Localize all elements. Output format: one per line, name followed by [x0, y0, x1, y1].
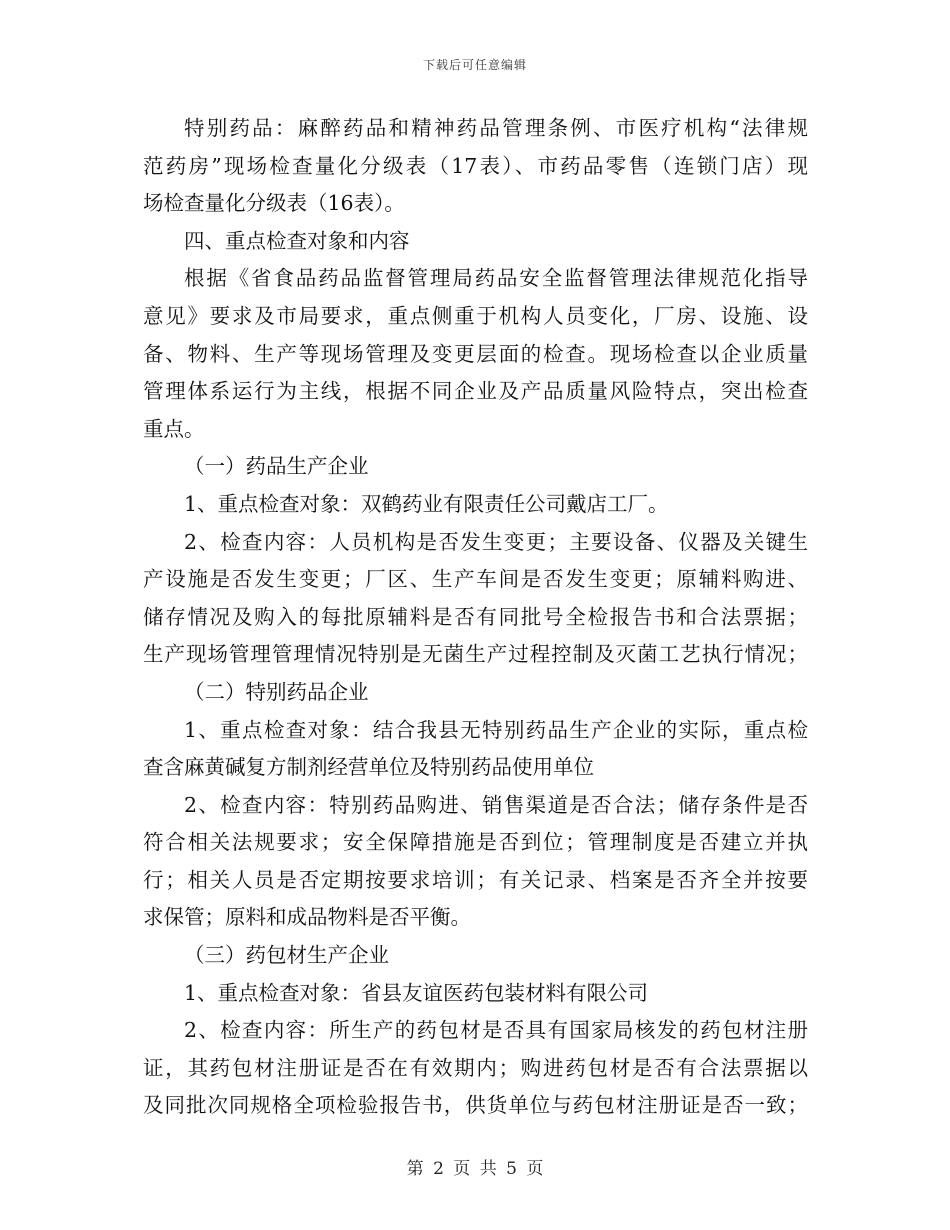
paragraph-line: 1、重点检查对象：省县友谊医药包装材料有限公司: [184, 980, 649, 1005]
paragraph-line: 及同批次同规格全项检验报告书，供货单位与药包材注册证是否一致；: [143, 1093, 808, 1118]
paragraph-line: 查含麻黄碱复方制剂经营单位及特别药品使用单位: [143, 755, 594, 780]
paragraph-line: 储存情况及购入的每批原辅料是否有同批号全检报告书和合法票据；: [143, 604, 808, 629]
header-note: 下载后可任意编辑: [422, 58, 527, 72]
paragraph-line: 场检查量化分级表（16表）。: [143, 191, 405, 216]
paragraph-line: 2、检查内容：特别药品购进、销售渠道是否合法；储存条件是否: [184, 792, 808, 817]
paragraph-line: 根据《省食品药品监督管理局药品安全监督管理法律规范化指导: [184, 266, 808, 291]
paragraph-line: 产设施是否发生变更；厂区、生产车间是否发生变更；原辅料购进、: [143, 567, 808, 592]
paragraph-line: 1、重点检查对象：双鹤药业有限责任公司戴店工厂。: [184, 491, 669, 516]
paragraph-line: 意见》要求及市局要求，重点侧重于机构人员变化，厂房、设施、设: [143, 303, 808, 328]
page-number: 第 2 页 共 5 页: [406, 1159, 544, 1179]
subsection-heading: （三）药包材生产企业: [184, 943, 389, 968]
document-body: [143, 110, 808, 1125]
paragraph-line: 重点。: [143, 416, 205, 441]
paragraph-line: 2、检查内容：人员机构是否发生变更；主要设备、仪器及关键生: [184, 529, 808, 554]
paragraph-line: 行；相关人员是否定期按要求培训；有关记录、档案是否齐全并按要: [143, 867, 808, 892]
paragraph-line: 证，其药包材注册证是否在有效期内；购进药包材是否有合法票据以: [143, 1055, 808, 1080]
paragraph-line: 2、检查内容：所生产的药包材是否具有国家局核发的药包材注册: [184, 1018, 808, 1043]
paragraph-line: 管理体系运行为主线，根据不同企业及产品质量风险特点，突出检查: [143, 379, 808, 404]
paragraph-line: 符合相关法规要求；安全保障措施是否到位；管理制度是否建立并执: [143, 830, 808, 855]
paragraph-line: 特别药品：麻醉药品和精神药品管理条例、市医疗机构“法律规: [184, 116, 808, 140]
paragraph-line: 求保管；原料和成品物料是否平衡。: [143, 905, 471, 930]
subsection-heading: （一）药品生产企业: [184, 454, 369, 479]
section-heading: 四、重点检查对象和内容: [184, 228, 410, 253]
paragraph-line: 备、物料、生产等现场管理及变更层面的检查。现场检查以企业质量: [143, 341, 808, 366]
subsection-heading: （二）特别药品企业: [184, 679, 369, 704]
paragraph-line: 范药房”现场检查量化分级表（17表）、市药品零售（连锁门店）现: [143, 153, 808, 178]
paragraph-line: 生产现场管理管理情况特别是无菌生产过程控制及灭菌工艺执行情况；: [143, 642, 808, 667]
paragraph-line: 1、重点检查对象：结合我县无特别药品生产企业的实际，重点检: [184, 717, 808, 742]
